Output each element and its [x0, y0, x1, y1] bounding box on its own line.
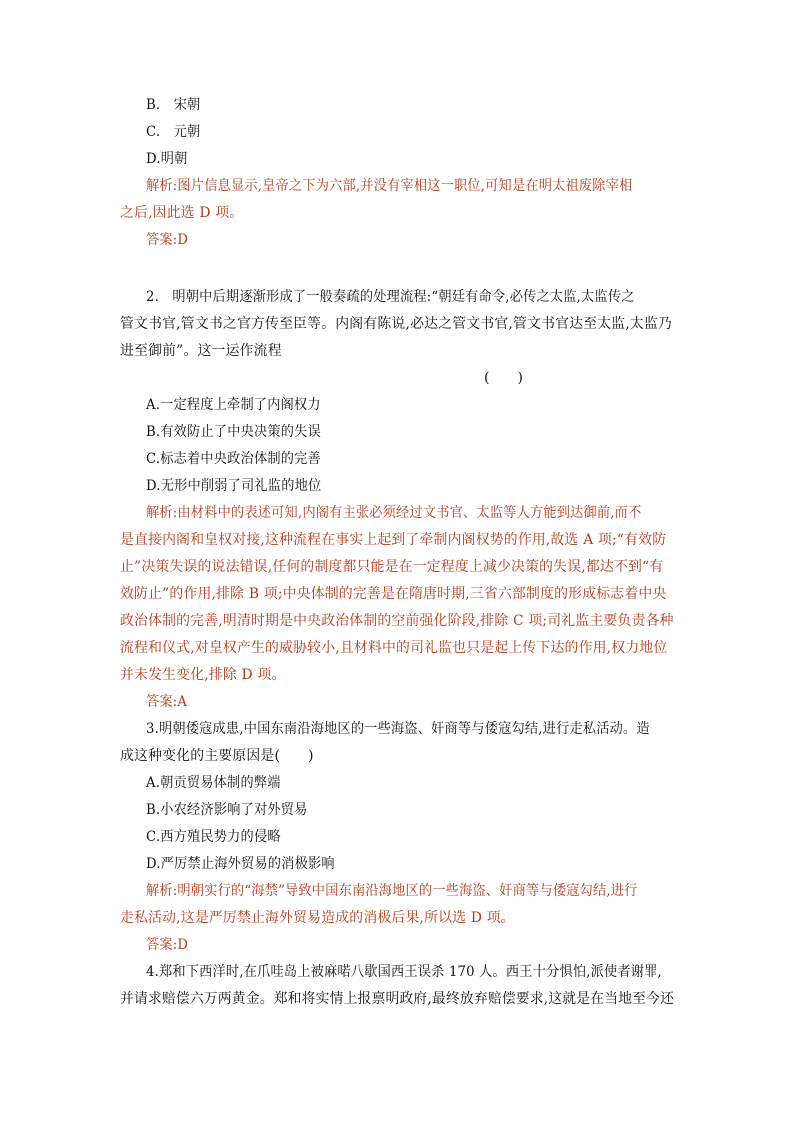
q1-answer: 答案:D: [146, 232, 189, 248]
q2-analysis-line-4: 效防止”的作用,排除 B 项;中央体制的完善是在隋唐时期,三省六部制度的形成标志着中央: [120, 586, 667, 602]
q3-answer: 答案:D: [146, 937, 189, 953]
q2-answer-parentheses: ( ): [484, 370, 523, 386]
q2-stem-line-3: 进至御前”。这一运作流程: [120, 343, 282, 359]
q3-option-b: B.小农经济影响了对外贸易: [146, 802, 308, 818]
q3-analysis-line-1: 解析:明朝实行的“海禁”导致中国东南沿海地区的一些海盗、奸商等与倭寇勾结,进行: [146, 883, 638, 899]
q2-analysis-line-6: 流程和仪式,对皇权产生的威胁较小,且材料中的司礼监也只是起上传下达的作用,权力地位: [120, 640, 668, 656]
q1-option-b: B. 宋朝: [146, 97, 201, 113]
q3-stem-line-1: 3.明朝倭寇成患,中国东南沿海地区的一些海盗、奸商等与倭寇勾结,进行走私活动。造: [146, 721, 650, 737]
q3-analysis-line-2: 走私活动,这是严厉禁止海外贸易造成的消极后果,所以选 D 项。: [120, 910, 515, 926]
q2-answer: 答案:A: [146, 694, 188, 710]
q1-option-d: D.明朝: [146, 151, 188, 167]
q2-stem-line-2: 管文书官,管文书之官方传至臣等。内阁有陈说,必达之管文书官,管文书官达至太监,太监乃: [120, 316, 673, 332]
q2-analysis-line-2: 是直接内阁和皇权对接,这种流程在事实上起到了牵制内阁权势的作用,故选 A 项;“有效防: [120, 532, 667, 548]
q4-stem-line-2: 并请求赔偿六万两黄金。郑和将实情上报禀明政府,最终放弃赔偿要求,这就是在当地至今还: [120, 991, 675, 1007]
q2-stem-line-1: 2. 明朝中后期逐渐形成了一般奏疏的处理流程:“朝廷有命令,必传之太监,太监传之: [146, 289, 635, 305]
q2-analysis-line-1: 解析:由材料中的表述可知,内阁有主张必须经过文书官、太监等人方能到达御前,而不: [146, 505, 642, 521]
q1-option-c: C. 元朝: [146, 124, 201, 140]
q2-analysis-line-7: 并未发生变化,排除 D 项。: [120, 667, 286, 683]
q1-analysis-line-1: 解析:图片信息显示,皇帝之下为六部,并没有宰相这一职位,可知是在明太祖废除宰相: [146, 178, 633, 194]
q1-analysis-line-2: 之后,因此选 D 项。: [120, 205, 244, 221]
q2-option-d: D.无形中削弱了司礼监的地位: [146, 478, 322, 494]
q2-analysis-line-3: 止”决策失误的说法错误,任何的制度都只能是在一定程度上减少决策的失误,都达不到“有: [120, 559, 664, 575]
q2-analysis-line-5: 政治体制的完善,明清时期是中央政治体制的空前强化阶段,排除 C 项;司礼监主要负责各种: [120, 613, 674, 629]
q3-option-a: A.朝贡贸易体制的弊端: [146, 775, 281, 791]
q3-option-d: D.严厉禁止海外贸易的消极影响: [146, 856, 335, 872]
q2-option-b: B.有效防止了中央决策的失误: [146, 424, 321, 440]
q2-option-a: A.一定程度上牵制了内阁权力: [146, 397, 321, 413]
q2-option-c: C.标志着中央政治体制的完善: [146, 451, 321, 467]
q3-stem-line-2: 成这种变化的主要原因是( ): [120, 748, 314, 764]
q4-stem-line-1: 4.郑和下西洋时,在爪哇岛上被麻喏八歇国西王误杀 170 人。西王十分惧怕,派使者谢罪,: [146, 964, 662, 980]
q3-option-c: C.西方殖民势力的侵略: [146, 829, 281, 845]
